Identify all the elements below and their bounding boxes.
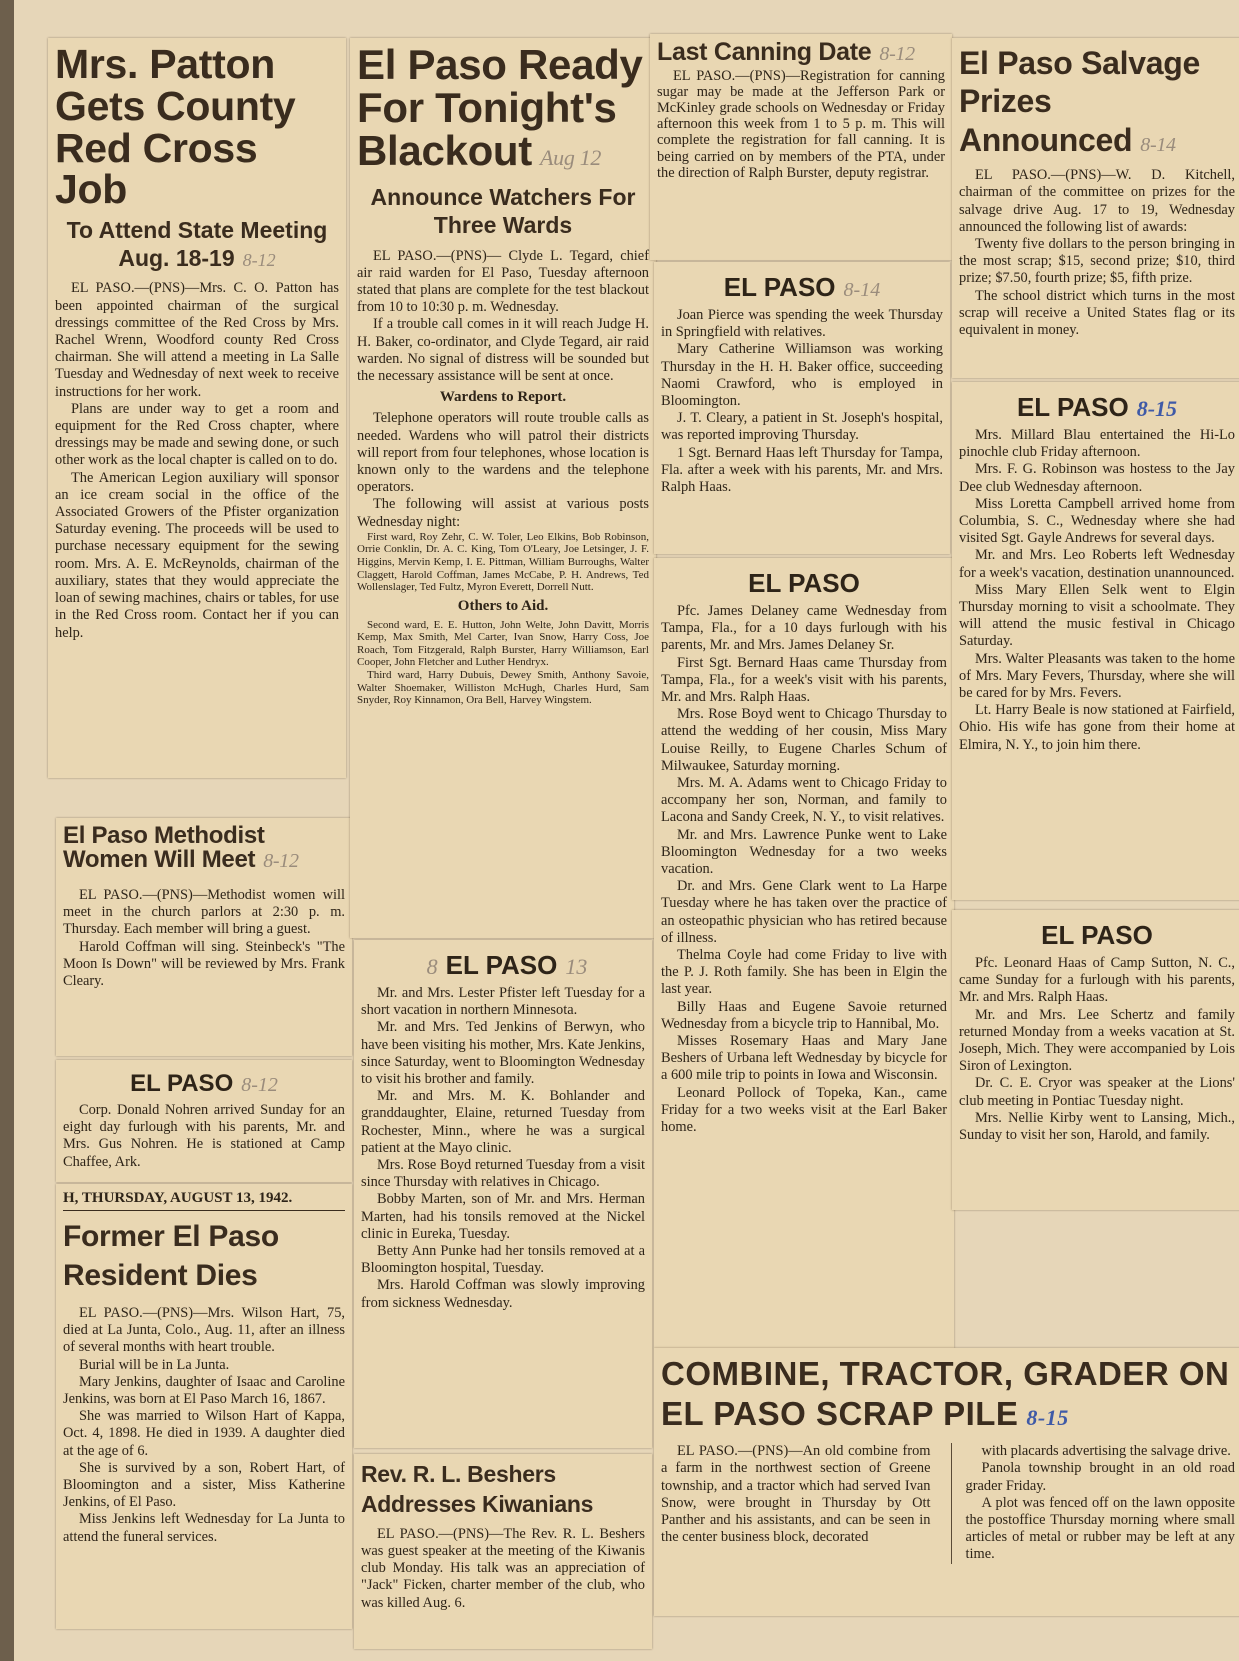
paragraph: Miss Loretta Campbell arrived home from Columbia, S. C., Wednesday where she had visited Sgt. Gayle Andrews for several days.	[959, 495, 1235, 547]
paragraph: Panola township brought in an old road grader Friday.	[965, 1460, 1235, 1494]
headline: COMBINE, TRACTOR, GRADER ON EL PASO SCRAP PILE 8-15	[661, 1355, 1230, 1432]
article-body	[959, 167, 1235, 339]
paragraph: Burial will be in La Junta.	[79, 1356, 230, 1373]
paragraph: Mary Catherine Williamson was working Thursday in the H. H. Baker office, succeeding Naomi Crawford, who is employed in Bloomington.	[661, 341, 943, 410]
headline: EL PASO 8-14	[723, 272, 881, 302]
paragraph: EL PASO.—(PNS)—Methodist women will meet in the church parlors at 2:30 p. m. Thursday. Each member will bring a guest.	[63, 886, 345, 938]
paragraph: Mr. and Mrs. Lester Pfister left Tuesday for a short vacation in northern Minnesota.	[361, 985, 645, 1019]
clipping-canning	[650, 34, 952, 260]
third-ward-list: Third ward, Harry Dubuis, Dewey Smith, Anthony Savoie, Walter Shoemaker, Williston McHugh, Charles Hurd, Sam Snyder, Roy Kinnamon, Ora Bell, Harvey Wingstem.	[357, 669, 649, 707]
clipping-pfister	[354, 940, 652, 1448]
handwritten-date: Aug 12	[539, 144, 602, 170]
clipping-blau	[952, 382, 1239, 900]
section-heading: Wardens to Report.	[439, 389, 567, 406]
paragraph: Mrs. Rose Boyd went to Chicago Thursday to attend the wedding of her cousin, Miss Mary Louise Reilly, to Eugene Charles Schum of Milwaukee, Saturday morning.	[661, 706, 947, 774]
second-ward-list: Second ward, E. E. Hutton, John Welte, John Davitt, Morris Kemp, Max Smith, Mel Carter, Ivan Snow, Harry Coss, Joe Roach, Tom Fitzgerald, Ralph Burster, Harry Williamson, Earl Cooper, John Fletcher and Luther Hendryx.	[357, 618, 649, 669]
paragraph: Telephone operators will route trouble calls as needed. Wardens who will patrol their districts will report from four telephones, whose location is known only to the wardens and the telephone operators.	[357, 410, 649, 496]
paragraph: Harold Coffman will sing. Steinbeck's "The Moon Is Down" will be reviewed by Mrs. Frank Cleary.	[63, 938, 345, 989]
article-body	[361, 1526, 645, 1612]
paragraph: EL PASO.—(PNS)—Mrs. C. O. Patton has been appointed chairman of the surgical dressings committee of the Red Cross by Mrs. Rachel Wrenn, Woodford county Red Cross chairman. She will attend a meeting in La Salle Tuesday and Wednesday of next week to receive instructions for her work.	[55, 280, 339, 400]
paragraph: Miss Mary Ellen Selk went to Elgin Thursday morning to visit a schoolmate. They will attend the music festival in Chicago Saturday.	[959, 581, 1235, 650]
scrapbook-page	[14, 0, 1239, 1661]
handwritten-date: 8-15	[1136, 396, 1178, 421]
handwritten-date: 8-15	[1026, 1404, 1069, 1430]
paragraph: Misses Rosemary Haas and Mary Jane Beshers of Urbana left Wednesday by bicycle for a 600 mile trip to points in Iowa and Wisconsin.	[661, 1033, 947, 1084]
article-body	[63, 887, 345, 990]
paragraph: EL PASO.—(PNS)—Registration for canning sugar may be made at the Jefferson Park or McKinley grade schools on Wednesday or Friday afternoon this week from 1 to 5 p. m. This will complete the registration for fall canning. It is being carried on by members of the PTA, under the direction of Ralph Burster, deputy registrar.	[657, 67, 945, 181]
handwritten-date: 8-14	[1140, 133, 1176, 156]
article-body	[959, 427, 1235, 754]
handwritten-date: 8-12	[879, 43, 915, 65]
article-columns	[661, 1443, 1235, 1563]
paragraph: Mr. and Mrs. M. K. Bohlander and granddaughter, Elaine, returned Tuesday from Rochester, Minn., where he was a surgical patient at the Mayo clinic.	[361, 1088, 645, 1156]
handwritten-date-left: 8	[426, 954, 438, 979]
clipping-nohren	[56, 1060, 352, 1182]
headline: EL PASO	[748, 568, 860, 598]
article-body	[63, 1102, 345, 1171]
paragraph: First Sgt. Bernard Haas came Thursday from Tampa, Fla., for a week's visit with his parents, Mr. and Mrs. Ralph Haas.	[661, 654, 947, 706]
paragraph: Leonard Pollock of Topeka, Kan., came Friday for a two weeks visit at the Earl Baker home.	[661, 1084, 947, 1136]
paragraph: Dr. C. E. Cryor was speaker at the Lions' club meeting in Pontiac Tuesday night.	[959, 1075, 1235, 1109]
clipping-beshers	[354, 1454, 652, 1649]
paragraph: Miss Jenkins left Wednesday for La Junta to attend the funeral services.	[63, 1511, 345, 1545]
subheadline: Announce Watchers For Three Wards	[370, 184, 636, 239]
masthead-date: H, THURSDAY, AUGUST 13, 1942.	[63, 1190, 345, 1211]
paragraph: Pfc. James Delaney came Wednesday from Tampa, Fla., for a 10 days furlough with his parents, Mr. and Mrs. James Delaney Sr.	[661, 603, 947, 654]
paragraph: She was married to Wilson Hart of Kappa, Oct. 4, 1898. He died in 1939. A daughter died at the age of 6.	[63, 1408, 345, 1459]
paragraph: 1 Sgt. Bernard Haas left Thursday for Tampa, Fla. after a week with his parents, Mr. and Mrs. Ralph Haas.	[661, 444, 943, 496]
article-body	[55, 280, 339, 641]
handwritten-date-right: 13	[565, 954, 588, 979]
article-body	[63, 1305, 345, 1546]
article-body	[661, 307, 943, 496]
handwritten-date: 8-12	[242, 249, 276, 270]
paragraph: with placards advertising the salvage drive.	[981, 1443, 1231, 1460]
paragraph: EL PASO.—(PNS)—W. D. Kitchell, chairman of the committee on prizes for the salvage drive Aug. 17 to 19, Wednesday announced the following list of awards:	[959, 167, 1235, 235]
clipping-former-resident	[56, 1184, 352, 1629]
headline: EL PASO	[1041, 920, 1153, 950]
paragraph: If a trouble call comes in it will reach Judge H. H. Baker, co-ordinator, and Clyde Tegard, air raid warden. No signal of distress will be sounded but the necessary assistance will be sent at once.	[357, 316, 649, 385]
handwritten-date: 8-12	[241, 1074, 278, 1096]
paragraph: Mr. and Mrs. Lawrence Punke went to Lake Bloomington Wednesday for a two weeks vacation.	[661, 826, 947, 878]
paragraph: Plans are under way to get a room and equipment for the Red Cross chapter, where dressings may be made and sewing done, or such other work as the local chapter is called on to do.	[55, 400, 339, 469]
paragraph: Joan Pierce was spending the week Thursday in Springfield with relatives.	[661, 307, 943, 341]
paragraph: EL PASO.—(PNS)—The Rev. R. L. Beshers was guest speaker at the meeting of the Kiwanis club Monday. His talk was an appreciation of "Jack" Ficken, charter member of the club, who was killed Aug. 6.	[361, 1525, 645, 1611]
clipping-methodist	[56, 818, 352, 1056]
paragraph: Mr. and Mrs. Lee Schertz and family returned Monday from a weeks vacation at St. Joseph, Mich. They were accompanied by Lois Siron of Lexington.	[959, 1006, 1235, 1075]
paragraph: Billy Haas and Eugene Savoie returned Wednesday from a bicycle trip to Hannibal, Mo.	[661, 998, 947, 1032]
paragraph: Thelma Coyle had come Friday to live with the P. J. Roth family. She has been in Elgin the last year.	[661, 947, 947, 998]
article-col-1	[661, 1443, 931, 1563]
paragraph: J. T. Cleary, a patient in St. Joseph's hospital, was reported improving Thursday.	[661, 410, 943, 444]
article-body	[959, 955, 1235, 1144]
first-ward-list: First ward, Roy Zehr, C. W. Toler, Leo Elkins, Bob Robinson, Orrie Conklin, Dr. A. C. King, Tom O'Leary, Joe Letsinger, J. F. Higgins, Mervin Kemp, I. E. Pittman, William Burroughs, Walter Claggett, Harold Coffman, James McCabe, P. H. Andrews, Ted Wollenslager, Ted Fultz, Myron Everett, Dorrell Nutt.	[357, 530, 649, 594]
paragraph: Bobby Marten, son of Mr. and Mrs. Herman Marten, had his tonsils removed at the Nickel clinic in Eureka, Tuesday.	[361, 1191, 645, 1242]
headline: El Paso Salvage Prizes Announced 8-14	[959, 45, 1200, 158]
paragraph: Corp. Donald Nohren arrived Sunday for an eight day furlough with his parents, Mr. and Mrs. Gus Nohren. He is stationed at Camp Chaffee, Ark.	[63, 1102, 345, 1170]
paragraph: Lt. Harry Beale is now stationed at Fairfield, Ohio. His wife has gone from their home at Elmira, N. Y., to join him there.	[959, 702, 1235, 753]
paragraph: Dr. and Mrs. Gene Clark went to La Harpe Tuesday where he has taken over the practice of an osteopathic physician who has retired because of illness.	[661, 878, 947, 946]
article-body	[357, 248, 649, 386]
handwritten-date: 8-12	[263, 850, 299, 873]
paragraph: EL PASO.—(PNS)—Mrs. Wilson Hart, 75, died at La Junta, Colo., Aug. 11, after an illness of several months with heart trouble.	[63, 1305, 345, 1356]
paragraph: The American Legion auxiliary will sponsor an ice cream social in the office of the Associated Growers of the Pfister organization Saturday evening. The proceeds will be used to purchase necessary equipment for the sewing room. Mrs. A. E. McReynolds, chairman of the auxiliary, states that they would appreciate the loan of sewing machines, chairs or tables, for use in the Red Cross room. Contact her if you can help.	[55, 469, 339, 641]
headline: 8 EL PASO 13	[426, 950, 588, 980]
paragraph: She is survived by a son, Robert Hart, of Bloomington and a sister, Miss Katherine Jenkins, of El Paso.	[63, 1459, 345, 1511]
paragraph: Mrs. Walter Pleasants was taken to the home of Mrs. Mary Fevers, Thursday, where she will be cared for by Mrs. Fevers.	[959, 650, 1235, 702]
headline: EL PASO 8-12	[130, 1070, 278, 1097]
article-body	[657, 68, 945, 181]
clipping-salvage	[952, 38, 1239, 378]
paragraph: Mrs. Nellie Kirby went to Lansing, Mich., Sunday to visit her son, Harold, and family.	[959, 1109, 1235, 1144]
headline: El Paso Methodist Women Will Meet 8-12	[63, 822, 299, 874]
headline: Mrs. Patton Gets County Red Cross Job	[55, 41, 296, 213]
paragraph: EL PASO.—(PNS)— Clyde L. Tegard, chief air raid warden for El Paso, Tuesday afternoon stated that plans are complete for the test blackout from 10 to 10:30 p. m. Wednesday.	[357, 247, 649, 316]
paragraph: Mrs. F. G. Robinson was hostess to the Jay Dee club Wednesday afternoon.	[959, 461, 1235, 495]
paragraph: Mrs. Harold Coffman was slowly improving from sickness Wednesday.	[361, 1277, 645, 1311]
clipping-haas	[952, 910, 1239, 1210]
article-body	[361, 985, 645, 1312]
paragraph: Twenty five dollars to the person bringing in the most scrap; $15, second prize; $10, third prize; $7.50, fourth prize; $5, fifth prize.	[959, 235, 1235, 287]
paragraph: Mrs. Millard Blau entertained the Hi-Lo pinochle club Friday afternoon.	[959, 427, 1235, 461]
article-body	[661, 603, 947, 1136]
paragraph: Betty Ann Punke had her tonsils removed at a Bloomington hospital, Tuesday.	[361, 1243, 645, 1277]
paragraph: Mary Jenkins, daughter of Isaac and Caroline Jenkins, was born at El Paso March 16, 1867.	[63, 1373, 345, 1408]
subheadline: To Attend State Meeting Aug. 18-19 8-12	[66, 217, 328, 271]
paragraph: Mr. and Mrs. Leo Roberts left Wednesday for a week's vacation, destination unannounced.	[959, 547, 1235, 581]
paragraph: The school district which turns in the most scrap will receive a United States flag or its equivalent in money.	[959, 287, 1235, 338]
paragraph: A plot was fenced off on the lawn opposite the postoffice Thursday morning where small articles of metal or rubber may be left at any time.	[965, 1494, 1235, 1563]
paragraph: The following will assist at various posts Wednesday night:	[357, 496, 649, 530]
clipping-pierce	[654, 262, 950, 554]
headline: Rev. R. L. Beshers Addresses Kiwanians	[361, 1461, 594, 1517]
paragraph: Pfc. Leonard Haas of Camp Sutton, N. C., came Sunday for a furlough with his parents, Mr. and Mrs. Ralph Haas.	[959, 955, 1235, 1006]
handwritten-date: 8-14	[843, 279, 881, 301]
clipping-patton	[48, 38, 346, 778]
paragraph: EL PASO.—(PNS)—An old combine from a farm in the northwest section of Greene township, and a tractor which had served Ivan Snow, were brought in Thursday by Ott Panther and his assistants, and can be seen in the center business block, decorated	[661, 1443, 931, 1546]
clipping-delaney	[654, 558, 954, 1348]
paragraph: Mrs. Rose Boyd returned Tuesday from a visit since Thursday with relatives in Chicago.	[361, 1157, 645, 1191]
paragraph: Mr. and Mrs. Ted Jenkins of Berwyn, who have been visiting his mother, Mrs. Kate Jenkins, since Saturday, went to Bloomington Wednesday to visit his brother and family.	[361, 1019, 645, 1088]
article-body-2	[357, 410, 649, 530]
headline: El Paso Ready For Tonight's Blackout Aug 12	[357, 41, 643, 174]
headline: EL PASO 8-15	[1016, 392, 1178, 422]
clipping-blackout	[350, 38, 656, 938]
headline: Last Canning Date 8-12	[657, 38, 915, 66]
section-heading-2: Others to Aid.	[457, 597, 549, 614]
paragraph: Mrs. M. A. Adams went to Chicago Friday to accompany her son, Norman, and family to Lacona and Sandy Creek, N. Y., to visit relatives.	[661, 775, 947, 826]
clipping-combine	[654, 1348, 1239, 1616]
article-col-2	[951, 1443, 1236, 1563]
headline: Former El Paso Resident Dies	[63, 1220, 279, 1292]
